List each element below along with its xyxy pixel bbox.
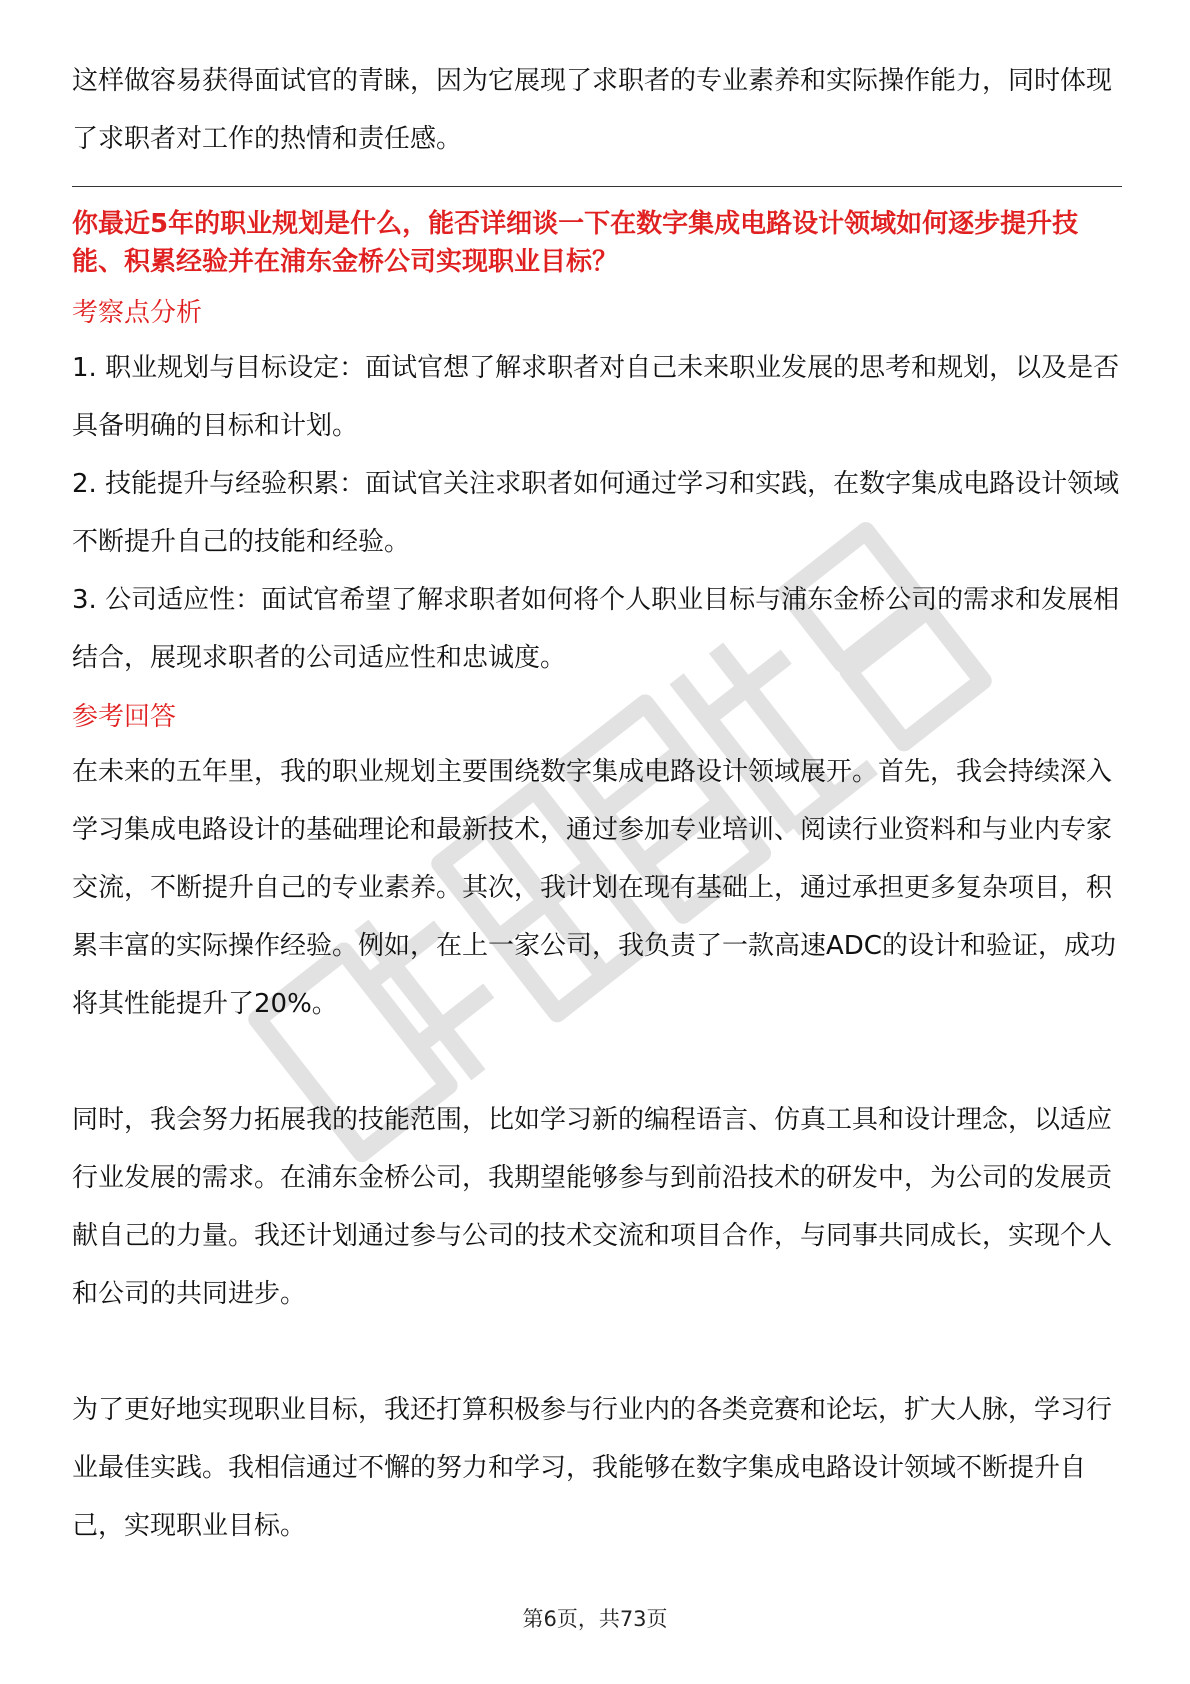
analysis-item: 2. 技能提升与经验积累：面试官关注求职者如何通过学习和实践，在数字集成电路设计领域不断提升自己的技能和经验。 [72,469,1120,557]
section-divider [72,186,1122,187]
analysis-heading: 考察点分析 [72,298,203,328]
analysis-list [72,339,1122,687]
answer-paragraph: 为了更好地实现职业目标，我还打算积极参与行业内的各类竞赛和论坛，扩大人脉，学习行业最佳实践。我相信通过不懈的努力和学习，我能够在数字集成电路设计领域不断提升自己，实现职业目标。 [72,1395,1113,1541]
analysis-item: 1. 职业规划与目标设定：面试官想了解求职者对自己未来职业发展的思考和规划，以及是否具备明确的目标和计划。 [72,353,1120,441]
reference-answer [72,743,1122,1555]
document-body [72,52,1122,1555]
page-number: 第6页，共73页 [522,1607,668,1631]
reference-answer-heading: 参考回答 [72,702,177,732]
answer-paragraph: 在未来的五年里，我的职业规划主要围绕数字集成电路设计领域展开。首先，我会持续深入学习集成电路设计的基础理论和最新技术，通过参加专业培训、阅读行业资料和与业内专家交流，不断提升自己的专业素养。其次，我计划在现有基础上，通过承担更多复杂项目，积累丰富的实际操作经验。例如，在上一家公司，我负责了一款高速ADC的设计和验证，成功将其性能提升了20%。 [72,757,1116,1019]
answer-paragraph: 同时，我会努力拓展我的技能范围，比如学习新的编程语言、仿真工具和设计理念，以适应行业发展的需求。在浦东金桥公司，我期望能够参与到前沿技术的研发中，为公司的发展贡献自己的力量。我还计划通过参与公司的技术交流和项目合作，与同事共同成长，实现个人和公司的共同进步。 [72,1105,1113,1309]
intro-paragraph: 这样做容易获得面试官的青睐，因为它展现了求职者的专业素养和实际操作能力，同时体现了求职者对工作的热情和责任感。 [72,66,1113,154]
interview-question: 你最近5年的职业规划是什么，能否详细谈一下在数字集成电路设计领域如何逐步提升技能、积累经验并在浦东金桥公司实现职业目标？ [72,209,1079,277]
analysis-item: 3. 公司适应性：面试官希望了解求职者如何将个人职业目标与浦东金桥公司的需求和发展相结合，展现求职者的公司适应性和忠诚度。 [72,585,1120,673]
